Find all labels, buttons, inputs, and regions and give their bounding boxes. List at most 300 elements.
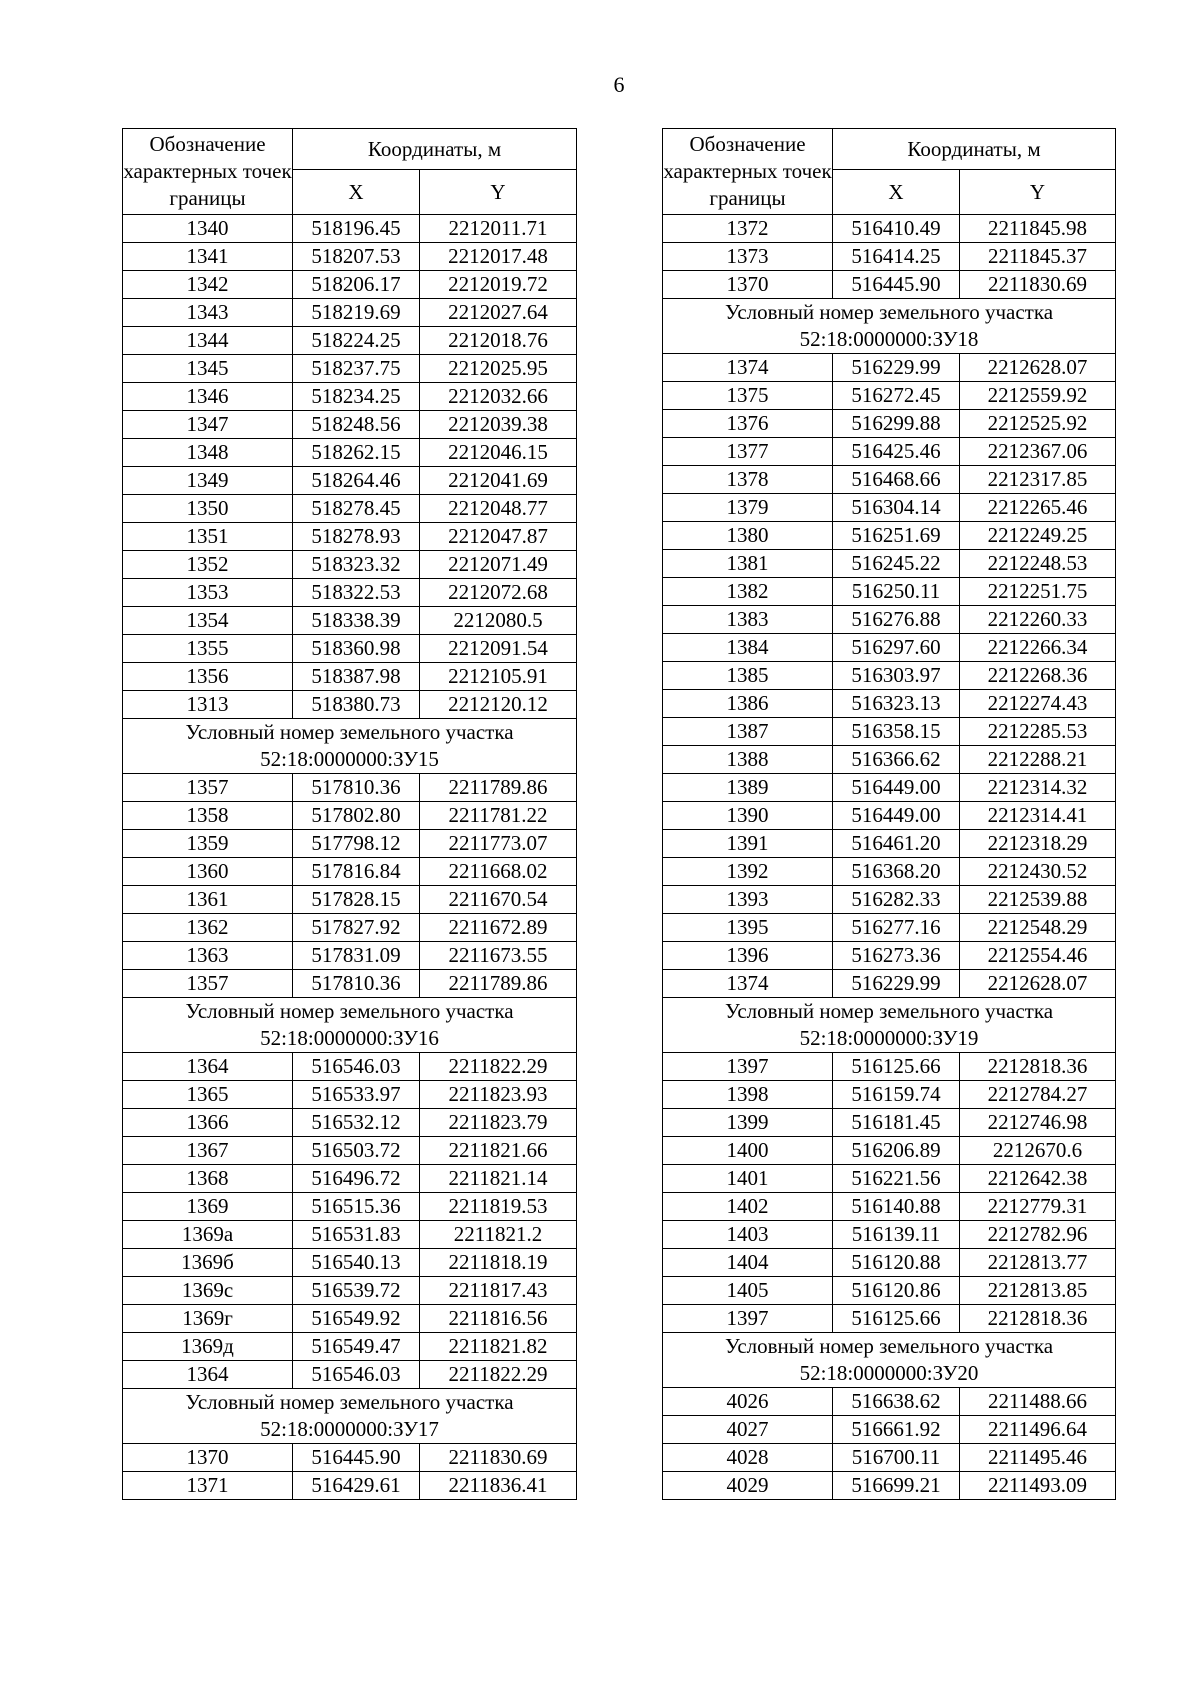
table-row [123,802,577,830]
point-id-cell: 1380 [663,522,833,550]
x-coordinate-cell: 518234.25 [293,383,420,411]
y-coordinate-cell: 2211781.22 [420,802,577,830]
x-coordinate-cell: 518380.73 [293,691,420,719]
x-coordinate-cell: 516139.11 [833,1221,960,1249]
point-id-cell: 1342 [123,271,293,299]
x-coordinate-cell: 518264.46 [293,467,420,495]
point-id-cell: 1397 [663,1053,833,1081]
land-plot-section-title: Условный номер земельного участка 52:18:0000000:ЗУ18 [663,299,1116,354]
y-coordinate-cell: 2212285.53 [960,718,1116,746]
y-coordinate-cell: 2211816.56 [420,1305,577,1333]
y-coordinate-cell: 2212818.36 [960,1053,1116,1081]
table-row [663,690,1116,718]
table-row [123,830,577,858]
point-id-cell: 1374 [663,354,833,382]
y-coordinate-cell: 2211673.55 [420,942,577,970]
point-id-cell: 1396 [663,942,833,970]
table-row [123,1137,577,1165]
point-id-cell: 1353 [123,579,293,607]
x-coordinate-cell: 516429.61 [293,1472,420,1500]
y-coordinate-cell: 2212048.77 [420,495,577,523]
x-coordinate-cell: 516358.15 [833,718,960,746]
y-coordinate-cell: 2212367.06 [960,438,1116,466]
table-row [123,1361,577,1389]
x-coordinate-cell: 516140.88 [833,1193,960,1221]
x-coordinate-cell: 518224.25 [293,327,420,355]
land-plot-section-title: Условный номер земельного участка 52:18:0000000:ЗУ20 [663,1333,1116,1388]
y-coordinate-cell: 2211789.86 [420,970,577,998]
point-id-cell: 1341 [123,243,293,271]
point-id-cell: 1360 [123,858,293,886]
x-coordinate-cell: 516282.33 [833,886,960,914]
section-row [663,998,1116,1053]
point-id-cell: 1343 [123,299,293,327]
x-coordinate-cell: 517810.36 [293,970,420,998]
point-id-cell: 1381 [663,550,833,578]
point-id-cell: 1400 [663,1137,833,1165]
y-coordinate-cell: 2212011.71 [420,215,577,243]
point-id-cell: 1374 [663,970,833,998]
y-coordinate-cell: 2211836.41 [420,1472,577,1500]
y-coordinate-cell: 2212782.96 [960,1221,1116,1249]
y-coordinate-cell: 2212249.25 [960,522,1116,550]
coordinates-table-right [662,128,1116,1500]
point-id-cell: 1357 [123,774,293,802]
x-coordinate-cell: 516250.11 [833,578,960,606]
y-coordinate-cell: 2212670.6 [960,1137,1116,1165]
x-coordinate-cell: 518262.15 [293,439,420,467]
point-id-cell: 1347 [123,411,293,439]
y-coordinate-cell: 2211822.29 [420,1361,577,1389]
y-coordinate-cell: 2212268.36 [960,662,1116,690]
table-row [123,1305,577,1333]
y-coordinate-cell: 2212539.88 [960,886,1116,914]
table-row [663,1193,1116,1221]
y-coordinate-cell: 2211493.09 [960,1472,1116,1500]
y-coordinate-cell: 2212559.92 [960,382,1116,410]
point-id-cell: 1383 [663,606,833,634]
y-coordinate-cell: 2212017.48 [420,243,577,271]
point-id-cell: 1372 [663,215,833,243]
x-coordinate-cell: 517831.09 [293,942,420,970]
y-coordinate-cell: 2212120.12 [420,691,577,719]
y-coordinate-cell: 2212274.43 [960,690,1116,718]
x-coordinate-cell: 516549.92 [293,1305,420,1333]
point-id-cell: 1385 [663,662,833,690]
table-row [663,942,1116,970]
x-coordinate-cell: 516540.13 [293,1249,420,1277]
point-id-cell: 1355 [123,635,293,663]
x-coordinate-cell: 518206.17 [293,271,420,299]
table-row [663,243,1116,271]
land-plot-section-title: Условный номер земельного участка 52:18:0000000:ЗУ15 [123,719,577,774]
point-id-cell: 1352 [123,551,293,579]
table-row [663,1444,1116,1472]
table-row [663,354,1116,382]
y-coordinate-cell: 2211821.82 [420,1333,577,1361]
point-id-cell: 1401 [663,1165,833,1193]
x-coordinate-cell: 516468.66 [833,466,960,494]
x-coordinate-cell: 516661.92 [833,1416,960,1444]
coordinates-header: Координаты, м [833,129,1116,170]
x-coordinate-cell: 518278.93 [293,523,420,551]
table-row [123,383,577,411]
table-row [663,1109,1116,1137]
table-row [663,1165,1116,1193]
x-coordinate-cell: 516297.60 [833,634,960,662]
point-id-cell: 1345 [123,355,293,383]
y-coordinate-cell: 2212027.64 [420,299,577,327]
x-coordinate-cell: 516273.36 [833,942,960,970]
x-coordinate-cell: 516531.83 [293,1221,420,1249]
table-row [663,746,1116,774]
point-id-cell: 1340 [123,215,293,243]
x-coordinate-cell: 518323.32 [293,551,420,579]
table-row [663,1221,1116,1249]
y-coordinate-cell: 2212642.38 [960,1165,1116,1193]
table-row [663,606,1116,634]
x-coordinate-cell: 518278.45 [293,495,420,523]
point-id-cell: 1357 [123,970,293,998]
x-coordinate-cell: 516549.47 [293,1333,420,1361]
table-row [123,579,577,607]
table-row [663,578,1116,606]
point-id-cell: 1370 [123,1444,293,1472]
y-coordinate-cell: 2211845.37 [960,243,1116,271]
table-row [663,1137,1116,1165]
x-coordinate-cell: 518387.98 [293,663,420,691]
point-id-cell: 1398 [663,1081,833,1109]
x-coordinate-cell: 517827.92 [293,914,420,942]
y-coordinate-cell: 2212260.33 [960,606,1116,634]
point-id-cell: 1376 [663,410,833,438]
point-id-cell: 1403 [663,1221,833,1249]
section-row [663,299,1116,354]
table-row [123,691,577,719]
y-coordinate-cell: 2212025.95 [420,355,577,383]
x-coordinate-cell: 516181.45 [833,1109,960,1137]
y-coordinate-cell: 2212818.36 [960,1305,1116,1333]
x-coordinate-cell: 516323.13 [833,690,960,718]
x-coordinate-cell: 516120.86 [833,1277,960,1305]
point-id-cell: 1379 [663,494,833,522]
x-coordinate-cell: 516299.88 [833,410,960,438]
y-coordinate-cell: 2212779.31 [960,1193,1116,1221]
y-coordinate-cell: 2212091.54 [420,635,577,663]
y-coordinate-cell: 2212047.87 [420,523,577,551]
x-coordinate-cell: 516414.25 [833,243,960,271]
table-row [663,858,1116,886]
y-header: Y [960,170,1116,215]
point-id-cell: 1390 [663,802,833,830]
y-coordinate-cell: 2212813.85 [960,1277,1116,1305]
y-coordinate-cell: 2212265.46 [960,494,1116,522]
table-row [123,1193,577,1221]
x-coordinate-cell: 518237.75 [293,355,420,383]
point-id-cell: 1397 [663,1305,833,1333]
table-row [123,299,577,327]
x-coordinate-cell: 516546.03 [293,1361,420,1389]
y-coordinate-cell: 2212072.68 [420,579,577,607]
x-coordinate-cell: 518322.53 [293,579,420,607]
y-coordinate-cell: 2212525.92 [960,410,1116,438]
table-row [123,1472,577,1500]
x-coordinate-cell: 516125.66 [833,1305,960,1333]
point-id-cell: 1387 [663,718,833,746]
x-coordinate-cell: 516700.11 [833,1444,960,1472]
y-coordinate-cell: 2211817.43 [420,1277,577,1305]
coordinates-header: Координаты, м [293,129,577,170]
y-coordinate-cell: 2212628.07 [960,354,1116,382]
x-header: X [293,170,420,215]
y-coordinate-cell: 2212071.49 [420,551,577,579]
point-id-cell: 1384 [663,634,833,662]
y-coordinate-cell: 2211845.98 [960,215,1116,243]
point-id-cell: 1367 [123,1137,293,1165]
table-row [123,243,577,271]
y-coordinate-cell: 2212041.69 [420,467,577,495]
point-id-cell: 1313 [123,691,293,719]
section-row [123,1389,577,1444]
y-coordinate-cell: 2211821.66 [420,1137,577,1165]
y-coordinate-cell: 2211789.86 [420,774,577,802]
table-row [663,466,1116,494]
table-row [663,830,1116,858]
table-row [663,1388,1116,1416]
point-id-cell: 1361 [123,886,293,914]
point-id-cell: 1392 [663,858,833,886]
land-plot-section-title: Условный номер земельного участка 52:18:0000000:ЗУ19 [663,998,1116,1053]
x-coordinate-cell: 516638.62 [833,1388,960,1416]
table-row [663,634,1116,662]
y-coordinate-cell: 2212784.27 [960,1081,1116,1109]
point-id-cell: 1366 [123,1109,293,1137]
y-coordinate-cell: 2211821.14 [420,1165,577,1193]
section-row [123,998,577,1053]
y-coordinate-cell: 2212746.98 [960,1109,1116,1137]
point-id-cell: 1364 [123,1053,293,1081]
point-id-cell: 1393 [663,886,833,914]
x-coordinate-cell: 516533.97 [293,1081,420,1109]
point-id-cell: 1388 [663,746,833,774]
point-id-cell: 1395 [663,914,833,942]
coordinates-table-left [122,128,577,1500]
point-designation-header: Обозначение характерных точек границы [123,129,293,215]
x-coordinate-cell: 516120.88 [833,1249,960,1277]
y-coordinate-cell: 2212430.52 [960,858,1116,886]
point-id-cell: 1371 [123,1472,293,1500]
point-id-cell: 1359 [123,830,293,858]
y-coordinate-cell: 2211830.69 [420,1444,577,1472]
section-row [663,1333,1116,1388]
point-id-cell: 1368 [123,1165,293,1193]
x-coordinate-cell: 516368.20 [833,858,960,886]
section-row [123,719,577,774]
x-coordinate-cell: 517816.84 [293,858,420,886]
point-id-cell: 1369а [123,1221,293,1249]
point-id-cell: 4028 [663,1444,833,1472]
y-coordinate-cell: 2211495.46 [960,1444,1116,1472]
y-coordinate-cell: 2212317.85 [960,466,1116,494]
table-row [663,522,1116,550]
y-coordinate-cell: 2211773.07 [420,830,577,858]
y-coordinate-cell: 2211672.89 [420,914,577,942]
x-coordinate-cell: 517798.12 [293,830,420,858]
y-coordinate-cell: 2211823.79 [420,1109,577,1137]
table-row [123,774,577,802]
table-row [123,607,577,635]
x-coordinate-cell: 518360.98 [293,635,420,663]
x-coordinate-cell: 517810.36 [293,774,420,802]
x-coordinate-cell: 516159.74 [833,1081,960,1109]
y-coordinate-cell: 2212288.21 [960,746,1116,774]
x-coordinate-cell: 516410.49 [833,215,960,243]
y-coordinate-cell: 2212554.46 [960,942,1116,970]
table-row [123,886,577,914]
y-coordinate-cell: 2212266.34 [960,634,1116,662]
table-row [123,1081,577,1109]
point-id-cell: 1370 [663,271,833,299]
point-id-cell: 1369г [123,1305,293,1333]
point-id-cell: 4029 [663,1472,833,1500]
table-row [123,1053,577,1081]
point-id-cell: 1369б [123,1249,293,1277]
point-id-cell: 1362 [123,914,293,942]
point-id-cell: 1389 [663,774,833,802]
y-coordinate-cell: 2212039.38 [420,411,577,439]
x-coordinate-cell: 518338.39 [293,607,420,635]
x-coordinate-cell: 516546.03 [293,1053,420,1081]
y-coordinate-cell: 2211822.29 [420,1053,577,1081]
table-row [123,439,577,467]
point-id-cell: 1377 [663,438,833,466]
table-row [123,1165,577,1193]
y-coordinate-cell: 2212248.53 [960,550,1116,578]
point-id-cell: 1399 [663,1109,833,1137]
table-row [123,355,577,383]
y-coordinate-cell: 2212046.15 [420,439,577,467]
point-id-cell: 1373 [663,243,833,271]
x-coordinate-cell: 516461.20 [833,830,960,858]
y-coordinate-cell: 2212032.66 [420,383,577,411]
point-designation-header: Обозначение характерных точек границы [663,129,833,215]
x-coordinate-cell: 516496.72 [293,1165,420,1193]
y-coordinate-cell: 2212318.29 [960,830,1116,858]
x-coordinate-cell: 516503.72 [293,1137,420,1165]
y-coordinate-cell: 2212628.07 [960,970,1116,998]
table-row [123,523,577,551]
point-id-cell: 1369 [123,1193,293,1221]
table-row [663,494,1116,522]
table-row [123,1109,577,1137]
x-coordinate-cell: 516229.99 [833,354,960,382]
y-coordinate-cell: 2211668.02 [420,858,577,886]
y-header: Y [420,170,577,215]
x-coordinate-cell: 516699.21 [833,1472,960,1500]
point-id-cell: 1404 [663,1249,833,1277]
table-row [123,327,577,355]
point-id-cell: 1365 [123,1081,293,1109]
table-row [663,1053,1116,1081]
table-row [123,1333,577,1361]
point-id-cell: 1358 [123,802,293,830]
table-row [663,1305,1116,1333]
y-coordinate-cell: 2212080.5 [420,607,577,635]
table-row [123,411,577,439]
y-coordinate-cell: 2211823.93 [420,1081,577,1109]
table-row [123,1277,577,1305]
table-row [663,382,1116,410]
x-header: X [833,170,960,215]
x-coordinate-cell: 516272.45 [833,382,960,410]
x-coordinate-cell: 518219.69 [293,299,420,327]
y-coordinate-cell: 2212018.76 [420,327,577,355]
table-row [123,914,577,942]
x-coordinate-cell: 516125.66 [833,1053,960,1081]
point-id-cell: 1382 [663,578,833,606]
point-id-cell: 4027 [663,1416,833,1444]
point-id-cell: 1369с [123,1277,293,1305]
table-row [123,1249,577,1277]
y-coordinate-cell: 2212105.91 [420,663,577,691]
table-row [123,970,577,998]
x-coordinate-cell: 516539.72 [293,1277,420,1305]
page-number: 6 [613,72,625,97]
x-coordinate-cell: 516532.12 [293,1109,420,1137]
point-id-cell: 1356 [123,663,293,691]
point-id-cell: 1349 [123,467,293,495]
table-row [123,467,577,495]
point-id-cell: 1391 [663,830,833,858]
x-coordinate-cell: 516445.90 [293,1444,420,1472]
table-row [663,550,1116,578]
y-coordinate-cell: 2212314.32 [960,774,1116,802]
table-row [663,774,1116,802]
table-row [663,802,1116,830]
point-id-cell: 1344 [123,327,293,355]
y-coordinate-cell: 2211488.66 [960,1388,1116,1416]
table-row [123,1221,577,1249]
point-id-cell: 1346 [123,383,293,411]
point-id-cell: 1348 [123,439,293,467]
x-coordinate-cell: 516449.00 [833,802,960,830]
x-coordinate-cell: 516229.99 [833,970,960,998]
point-id-cell: 1350 [123,495,293,523]
point-id-cell: 1354 [123,607,293,635]
point-id-cell: 1386 [663,690,833,718]
table-row [123,663,577,691]
point-id-cell: 1364 [123,1361,293,1389]
point-id-cell: 1369д [123,1333,293,1361]
x-coordinate-cell: 517802.80 [293,802,420,830]
table-row [663,1249,1116,1277]
table-row [663,662,1116,690]
x-coordinate-cell: 518196.45 [293,215,420,243]
x-coordinate-cell: 518248.56 [293,411,420,439]
x-coordinate-cell: 516276.88 [833,606,960,634]
table-row [663,914,1116,942]
x-coordinate-cell: 516245.22 [833,550,960,578]
point-id-cell: 1351 [123,523,293,551]
table-row [123,858,577,886]
x-coordinate-cell: 517828.15 [293,886,420,914]
table-row [663,215,1116,243]
x-coordinate-cell: 516251.69 [833,522,960,550]
y-coordinate-cell: 2212314.41 [960,802,1116,830]
table-row [663,410,1116,438]
table-row [663,271,1116,299]
table-row [663,438,1116,466]
